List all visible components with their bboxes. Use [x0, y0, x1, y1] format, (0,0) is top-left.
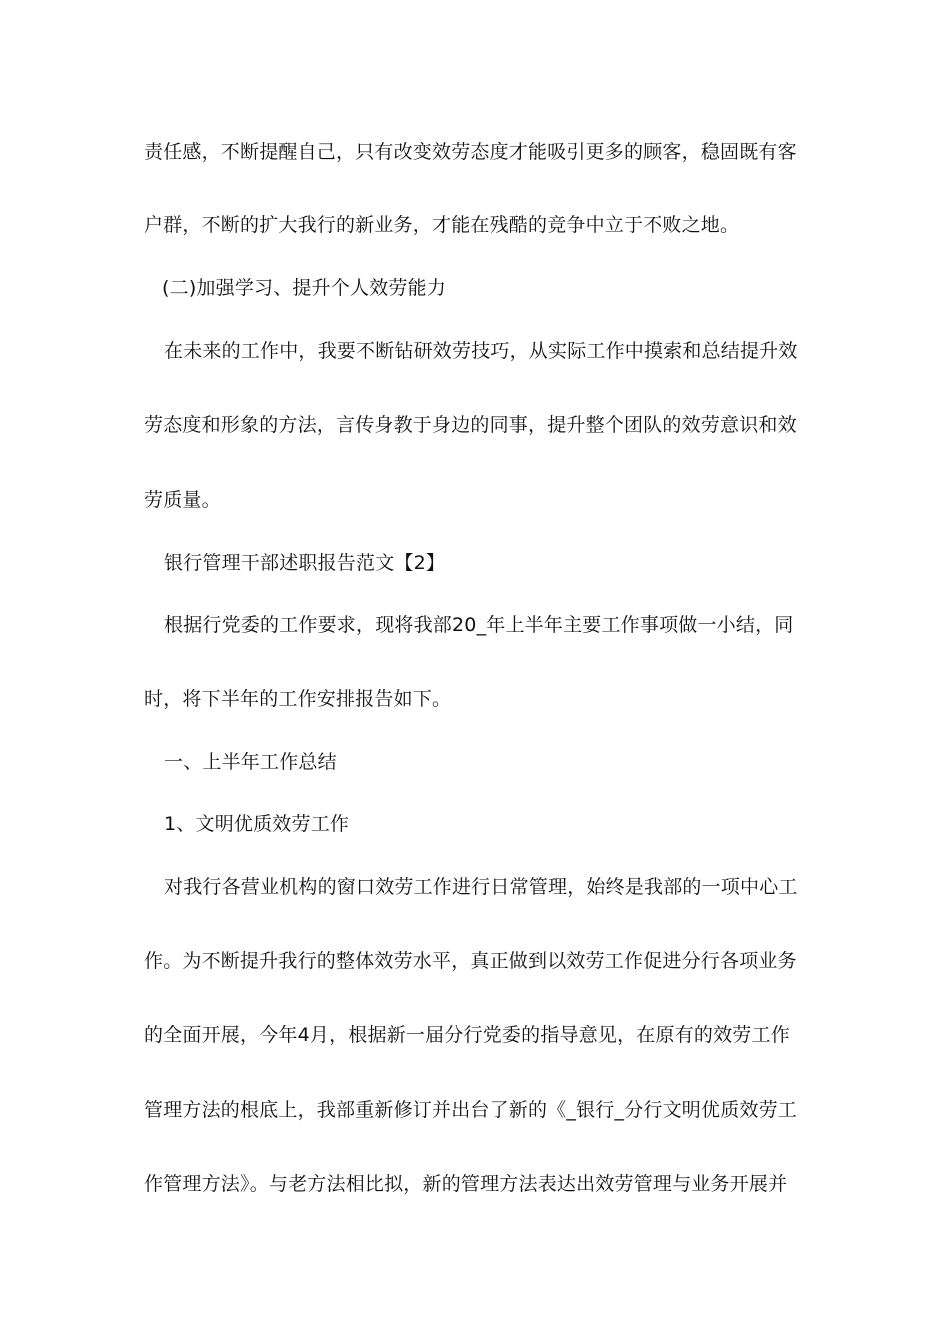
- paragraph-line: 在未来的工作中，我要不断钻研效劳技巧，从实际工作中摸索和总结提升效: [164, 340, 798, 362]
- paragraph-line: 作。为不断提升我行的整体效劳水平，真正做到以效劳工作促进分行各项业务: [144, 950, 797, 972]
- paragraph-line: 户群，不断的扩大我行的新业务，才能在残酷的竞争中立于不败之地。: [144, 214, 740, 236]
- paragraph-line: 劳态度和形象的方法，言传身教于身边的同事，提升整个团队的效劳意识和效: [144, 414, 797, 436]
- paragraph-line: 根据行党委的工作要求，现将我部20_年上半年主要工作事项做一小结，同: [164, 614, 794, 636]
- paragraph-line: 责任感，不断提醒自己，只有改变效劳态度才能吸引更多的顾客，稳固既有客: [144, 141, 797, 163]
- paragraph-line: 的全面开展，今年4月，根据新一届分行党委的指导意见，在原有的效劳工作: [144, 1024, 790, 1046]
- paragraph-line: 作管理方法》。与老方法相比拟，新的管理方法表达出效劳管理与业务开展并: [144, 1173, 788, 1195]
- paragraph-line: 管理方法的根底上，我部重新修订并出台了新的《_银行_分行文明优质效劳工: [144, 1099, 798, 1121]
- paragraph-line: 对我行各营业机构的窗口效劳工作进行日常管理，始终是我部的一项中心工: [164, 876, 798, 898]
- paragraph-line: 劳质量。: [144, 489, 221, 511]
- section-heading: (二)加强学习、提升个人效劳能力: [162, 277, 447, 299]
- section-heading: 一、上半年工作总结: [164, 751, 337, 773]
- report-title: 银行管理干部述职报告范文【2】: [164, 552, 446, 574]
- subsection-heading: 1、文明优质效劳工作: [164, 813, 350, 835]
- paragraph-line: 时，将下半年的工作安排报告如下。: [144, 688, 452, 710]
